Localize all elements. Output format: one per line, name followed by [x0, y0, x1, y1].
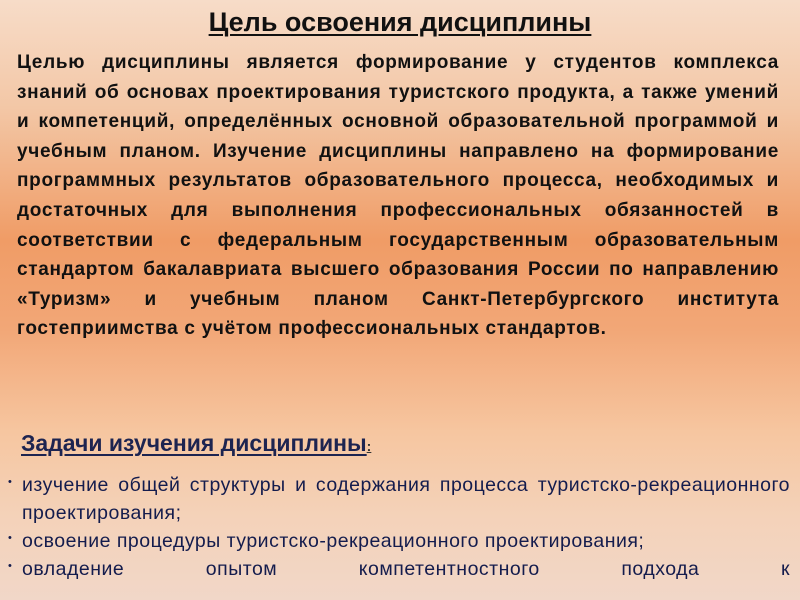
task-text: овладение опытом компетентностного подхода к	[22, 558, 790, 580]
list-item	[6, 471, 790, 527]
task-text: изучение общей структуры и содержания процесса туристско-рекреационного проектирования;	[22, 474, 790, 524]
tasks-heading-text: Задачи изучения дисциплины	[21, 430, 367, 456]
slide-title-text: Цель освоения дисциплины	[208, 7, 592, 37]
tasks-heading-colon: :	[366, 438, 372, 454]
purpose-paragraph: Целью дисциплины является формирование у студентов комплекса знаний об основах проектирования туристского продукта, а также умений и компетенций, определённых основной образовательной программой и учебным планом. Изучение дисциплины направлено на формирование программных результатов образовательного процесса, необходимых и достаточных для выполнения профессиональных обязанностей в соответствии с федеральным государственным образовательным стандартом бакалавриата высшего образования России по направлению «Туризм» и учебным планом Санкт-Петербургского института гостеприимства с учётом профессиональных стандартов.	[17, 52, 779, 340]
tasks-heading	[21, 427, 371, 462]
bullet-icon: •	[8, 532, 13, 544]
bullet-icon: •	[8, 560, 13, 572]
slide-title	[0, 4, 800, 40]
tasks-list	[6, 471, 790, 583]
list-item	[6, 527, 790, 555]
list-item	[6, 555, 790, 583]
bullet-icon: •	[8, 476, 13, 488]
task-text: освоение процедуры туристско-рекреационного проектирования;	[22, 530, 645, 552]
